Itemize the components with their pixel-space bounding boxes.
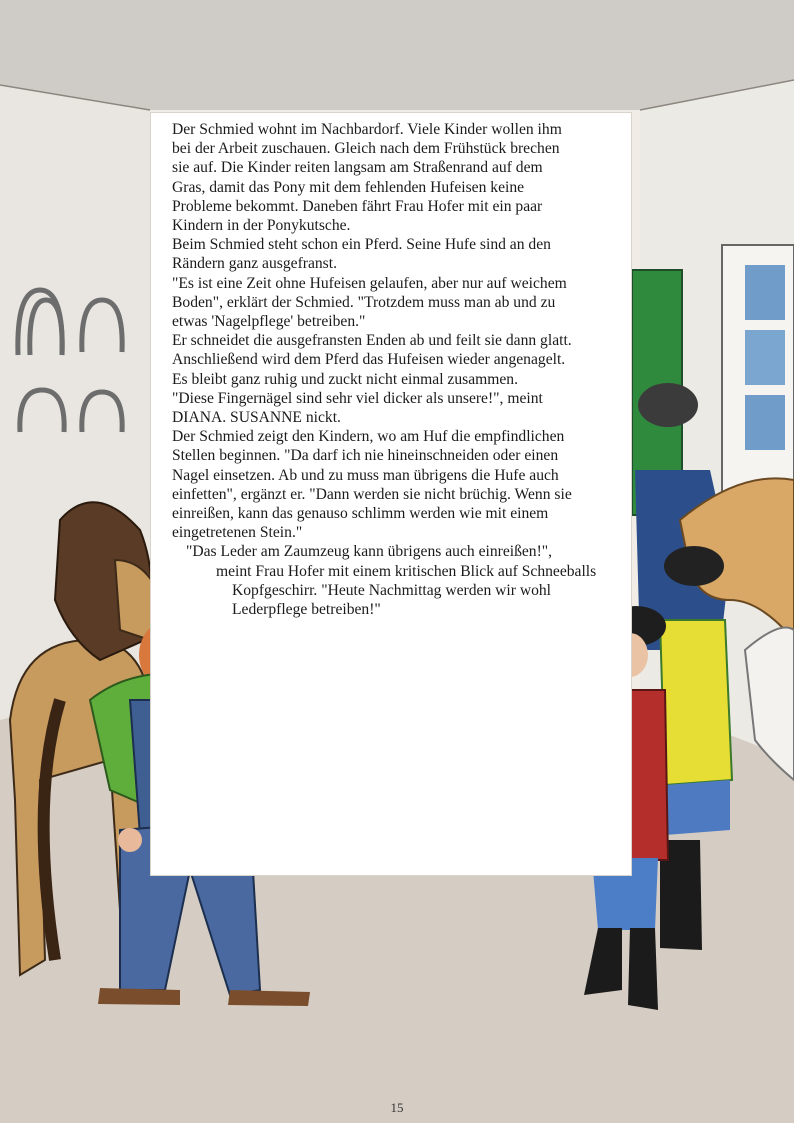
story-line: Anschließend wird dem Pferd das Hufeisen wieder angenagelt.: [172, 351, 566, 369]
story-line: "Es ist eine Zeit ohne Hufeisen gelaufen, aber nur auf weichem: [172, 274, 567, 292]
story-line: einreißen, kann das genauso schlimm werden wie mit einem: [172, 505, 549, 523]
story-line: DIANA. SUSANNE nickt.: [172, 409, 341, 427]
story-line: Kopfgeschirr. "Heute Nachmittag werden wir wohl: [232, 581, 552, 599]
story-line: meint Frau Hofer mit einem kritischen Blick auf Schneeballs: [216, 562, 597, 580]
story-line: Der Schmied wohnt im Nachbardorf. Viele Kinder wollen ihm: [172, 121, 562, 138]
story-line: einfetten", ergänzt er. "Dann werden sie nicht brüchig. Wenn sie: [172, 485, 572, 503]
story-line: Er schneidet die ausgefransten Enden ab und feilt sie dann glatt.: [172, 332, 572, 350]
story-line: Der Schmied zeigt den Kindern, wo am Huf die empfindlichen: [172, 428, 565, 446]
story-line: "Das Leder am Zaumzeug kann übrigens auch einreißen!",: [186, 543, 553, 561]
story-line: sie auf. Die Kinder reiten langsam am Straßenrand auf dem: [172, 159, 543, 177]
story-line: Nagel einsetzen. Ab und zu muss man übrigens die Hufe auch: [172, 466, 559, 484]
story-line: Lederpflege betreiben!": [232, 601, 381, 619]
story-line: "Diese Fingernägel sind sehr viel dicker als unsere!", meint: [172, 389, 543, 407]
page-number: 15: [390, 1100, 404, 1115]
story-line: bei der Arbeit zuschauen. Gleich nach dem Frühstück brechen: [172, 140, 560, 158]
story-line: Kindern in der Ponykutsche.: [172, 217, 351, 235]
story-line: eingetretenen Stein.": [172, 524, 303, 542]
story-line: Probleme bekommt. Daneben fährt Frau Hofer mit ein paar: [172, 197, 543, 215]
story-text: [168, 120, 613, 619]
story-line: Beim Schmied steht schon ein Pferd. Seine Hufe sind an den: [172, 236, 551, 254]
story-line: Stellen beginnen. "Da darf ich nie hineinschneiden oder einen: [172, 447, 559, 465]
story-line: Boden", erklärt der Schmied. "Trotzdem muss man ab und zu: [172, 293, 556, 311]
story-line: Rändern ganz ausgefranst.: [172, 255, 337, 273]
story-line: Gras, damit das Pony mit dem fehlenden Hufeisen keine: [172, 178, 525, 196]
story-line: etwas 'Nagelpflege' betreiben.": [172, 313, 366, 331]
story-line: Es bleibt ganz ruhig und zuckt nicht einmal zusammen.: [172, 370, 519, 388]
